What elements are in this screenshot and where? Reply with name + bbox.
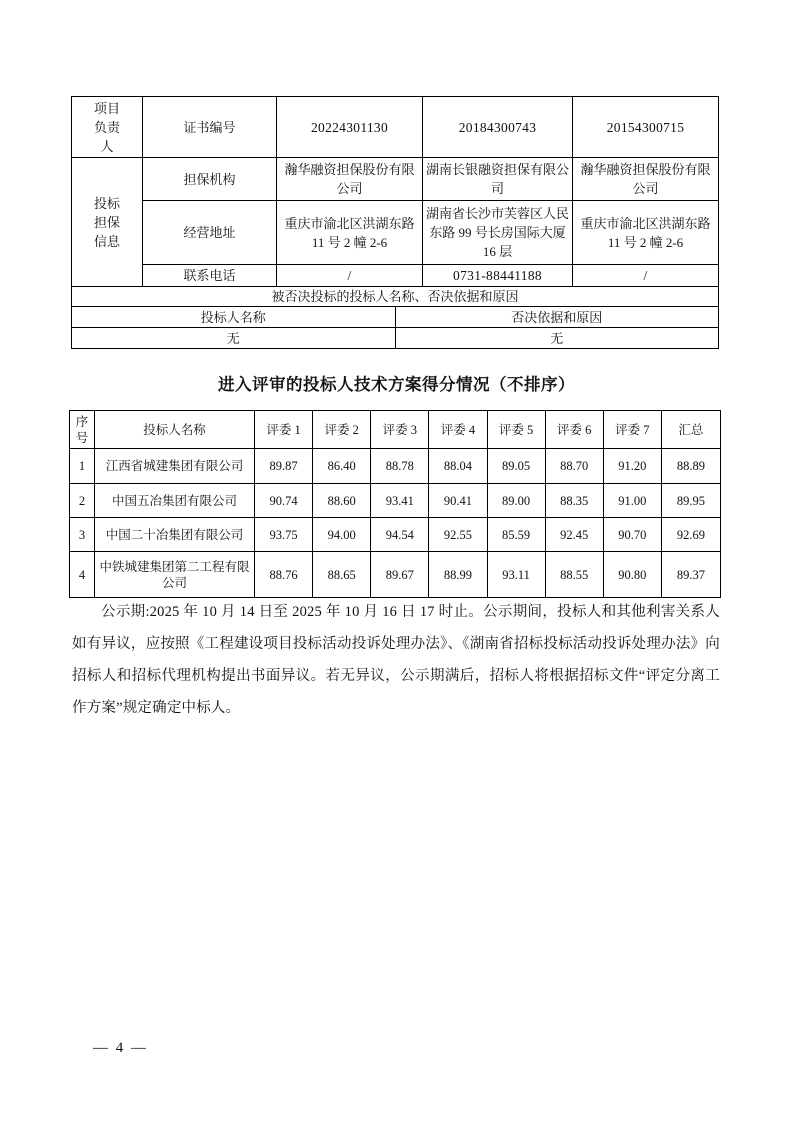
row-group-label: 投标担保信息 — [93, 195, 120, 249]
phone-label: 联系电话 — [143, 265, 277, 287]
score-cell: 88.55 — [546, 552, 604, 597]
rejected-bidders-value-row — [72, 328, 718, 348]
score-cell: 92.55 — [429, 518, 487, 552]
score-cell: 94.54 — [371, 518, 429, 552]
guarantor-label: 担保机构 — [143, 158, 277, 201]
score-cell: 93.75 — [255, 518, 313, 552]
guarantor-value: 瀚华融资担保股份有限公司 — [277, 158, 423, 201]
seq-cell: 1 — [70, 449, 95, 484]
column-header-judge: 评委 1 — [255, 411, 313, 449]
row-group-bid-guarantee — [72, 158, 143, 287]
score-cell: 91.00 — [604, 484, 662, 518]
total-score-cell: 92.69 — [662, 518, 720, 552]
score-cell: 90.70 — [604, 518, 662, 552]
cert-number-value: 20224301130 — [277, 97, 423, 158]
phone-value: / — [573, 265, 718, 287]
section-title: 进入评审的投标人技术方案得分情况（不排序） — [218, 375, 575, 394]
row-group-label: 项目负责人 — [93, 100, 120, 154]
page-number: — 4 — — [93, 1040, 148, 1056]
score-cell: 89.67 — [371, 552, 429, 597]
seq-cell: 4 — [70, 552, 95, 597]
score-cell: 92.45 — [546, 518, 604, 552]
bidder-name-cell: 江西省城建集团有限公司 — [95, 449, 255, 484]
address-value: 重庆市渝北区洪湖东路 11 号 2 幢 2-6 — [277, 201, 423, 265]
rejected-reason-label: 否决依据和原因 — [511, 309, 603, 325]
column-header-seq: 序号 — [70, 411, 95, 449]
score-cell: 88.35 — [546, 484, 604, 518]
column-header-total: 汇总 — [662, 411, 720, 449]
score-cell: 88.60 — [313, 484, 371, 518]
column-header-judge: 评委 4 — [429, 411, 487, 449]
column-header-judge: 评委 6 — [546, 411, 604, 449]
score-cell: 90.41 — [429, 484, 487, 518]
score-cell: 88.70 — [546, 449, 604, 484]
score-cell: 88.76 — [255, 552, 313, 597]
technical-score-table — [69, 410, 721, 598]
column-header-judge: 评委 3 — [371, 411, 429, 449]
score-cell: 93.11 — [488, 552, 546, 597]
row-group-project-manager — [72, 97, 143, 158]
bidder-name-cell: 中国五冶集团有限公司 — [95, 484, 255, 518]
public-notice-paragraph: 公示期:2025 年 10 月 14 日至 2025 年 10 月 16 日 17 时止。公示期间，投标人和其他利害关系人如有异议，应按照《工程建设项目投标活动投诉处理办法》、《湖南省招标投标活动投诉处理办法》向招标人和招标代理机构提出书面异议。若无异议，公示期满后，招标人将根据招标文件“评定分离工作方案”规定确定中标人。 — [72, 604, 720, 716]
cert-number-value: 20184300743 — [423, 97, 573, 158]
score-cell: 89.05 — [488, 449, 546, 484]
rejected-bidder-name-value: 无 — [72, 328, 396, 348]
phone-value: 0731-88441188 — [423, 265, 573, 287]
score-cell: 88.99 — [429, 552, 487, 597]
score-cell: 90.74 — [255, 484, 313, 518]
bidder-name-cell: 中铁城建集团第二工程有限公司 — [95, 552, 255, 597]
address-label: 经营地址 — [143, 201, 277, 265]
score-cell: 86.40 — [313, 449, 371, 484]
seq-cell: 2 — [70, 484, 95, 518]
total-score-cell: 89.37 — [676, 567, 705, 582]
address-value: 湖南省长沙市芙蓉区人民东路 99 号长房国际大厦 16 层 — [423, 201, 573, 265]
guarantor-value: 湖南长银融资担保有限公司 — [423, 158, 573, 201]
seq-cell: 3 — [70, 518, 95, 552]
phone-value: / — [277, 265, 423, 287]
rejected-reason-value: 无 — [550, 330, 564, 346]
score-cell: 94.00 — [313, 518, 371, 552]
guarantor-value: 瀚华融资担保股份有限公司 — [573, 158, 718, 201]
score-cell: 85.59 — [488, 518, 546, 552]
column-header-judge: 评委 7 — [604, 411, 662, 449]
rejected-bidder-name-label: 投标人名称 — [72, 307, 396, 327]
cert-number-value: 20154300715 — [573, 97, 718, 158]
cert-number-label: 证书编号 — [143, 97, 277, 158]
column-header-judge: 评委 2 — [313, 411, 371, 449]
column-header-bidder-name: 投标人名称 — [95, 411, 255, 449]
score-cell: 88.04 — [429, 449, 487, 484]
total-score-cell: 89.95 — [662, 484, 720, 518]
bid-guarantee-info-table — [71, 96, 719, 349]
rejected-bidders-header: 被否决投标的投标人名称、否决依据和原因 — [72, 287, 718, 307]
score-cell: 91.20 — [604, 449, 662, 484]
address-value: 重庆市渝北区洪湖东路 11 号 2 幢 2-6 — [573, 201, 718, 265]
column-header-judge: 评委 5 — [488, 411, 546, 449]
score-cell: 93.41 — [371, 484, 429, 518]
score-cell: 90.80 — [604, 552, 662, 597]
score-cell: 88.65 — [313, 552, 371, 597]
score-cell: 89.00 — [488, 484, 546, 518]
score-cell: 88.78 — [371, 449, 429, 484]
total-score-cell: 88.89 — [662, 449, 720, 484]
score-cell: 89.87 — [255, 449, 313, 484]
bidder-name-cell: 中国二十冶集团有限公司 — [95, 518, 255, 552]
rejected-bidders-column-row — [72, 307, 718, 328]
